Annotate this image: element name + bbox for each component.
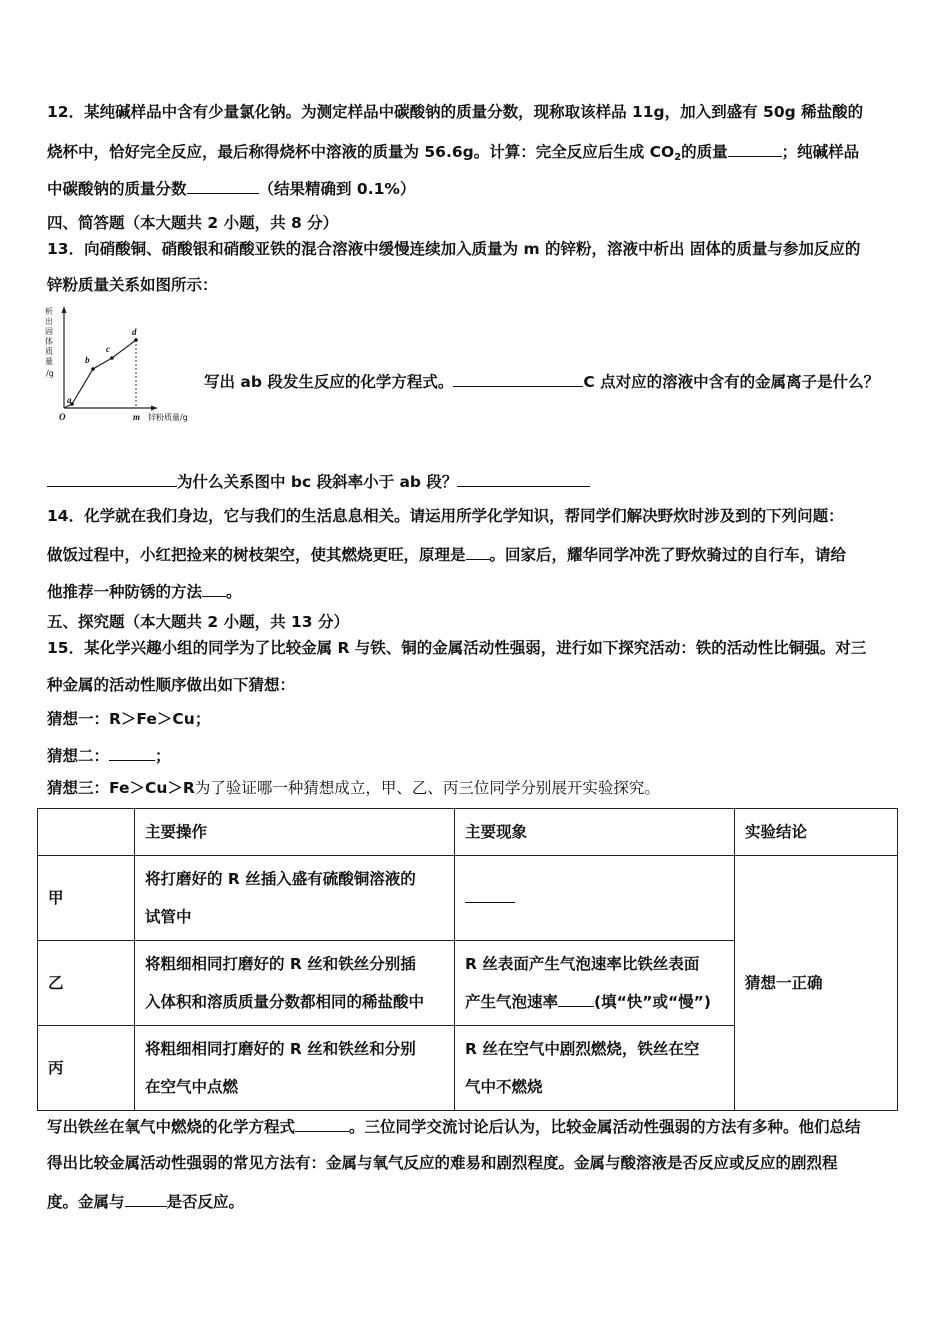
guess-two-blank[interactable] xyxy=(109,744,155,761)
label-d: d xyxy=(132,327,137,337)
label-b: b xyxy=(85,355,90,365)
row-label-jia: 甲 xyxy=(38,856,135,941)
section4-heading: 四、简答题（本大题共 2 小题，共 8 分） xyxy=(47,214,339,232)
q13-line1: 13．向硝酸铜、硝酸银和硝酸亚铁的混合溶液中缓慢连续加入质量为 m 的锌粉，溶液中析出 固体的质量与参加反应的 xyxy=(47,240,861,258)
mass-fraction-blank[interactable] xyxy=(187,177,259,194)
c-ions-blank[interactable] xyxy=(47,470,177,487)
operation-line: 入体积和溶质质量分数都相同的稀盐酸中 xyxy=(145,993,425,1011)
after-table-line3-end: 是否反应。 xyxy=(166,1193,245,1211)
point-c xyxy=(110,356,114,360)
operation-cell xyxy=(135,856,455,941)
conclusion-cell: 猜想一正确 xyxy=(735,856,898,1111)
q13-bc-slope-question: 为什么关系图中 bc 段斜率小于 ab 段？ xyxy=(177,473,458,491)
iron-equation-prompt: 写出铁丝在氧气中燃烧的化学方程式 xyxy=(47,1118,296,1136)
header-cell-empty xyxy=(38,809,135,856)
q13-c-ions-question: C 点对应的溶液中含有的金属离子是什么？ xyxy=(583,373,880,391)
experiment-table xyxy=(37,808,898,1111)
q12-line2-text: 烧杯中，恰好完全反应，最后称得烧杯中溶液的质量为 56.6g。计算：完全反应后生成 CO xyxy=(47,143,675,161)
operation-line: 将粗细相同打磨好的 R 丝和铁丝分别插 xyxy=(145,955,416,973)
q12-line3 xyxy=(47,177,415,199)
q15-line2: 种金属的活动性顺序做出如下猜想： xyxy=(47,676,296,694)
row-label-yi: 乙 xyxy=(38,941,135,1026)
phenomenon-cell xyxy=(455,856,735,941)
phenomenon-cell xyxy=(455,1026,735,1111)
guess-two-end: ； xyxy=(155,747,171,765)
q12-line3-text: 中碳酸钠的质量分数 xyxy=(47,180,187,198)
operation-cell xyxy=(135,1026,455,1111)
guess-three xyxy=(47,778,660,798)
q12-line1: 12．某纯碱样品中含有少量氯化钠。为测定样品中碳酸钠的质量分数，现称取该样品 11g，加入到盛有 50g 稀盐酸的 xyxy=(47,103,864,121)
after-table-line3 xyxy=(47,1190,244,1212)
header-operation: 主要操作 xyxy=(135,809,455,856)
table-row xyxy=(38,856,898,941)
phenomenon-line: R 丝表面产生气泡速率比铁丝表面 xyxy=(465,955,700,973)
q13-line4 xyxy=(47,470,590,492)
rust-method-blank[interactable] xyxy=(202,580,226,597)
origin-label: O xyxy=(59,412,66,422)
section5-heading: 五、探究题（本大题共 2 小题，共 13 分） xyxy=(47,613,349,631)
after-table-line3-text: 度。金属与 xyxy=(47,1193,125,1211)
row-label-bing: 丙 xyxy=(38,1026,135,1111)
guess-one: 猜想一：R＞Fe＞Cu； xyxy=(47,710,211,728)
operation-line: 试管中 xyxy=(145,908,192,926)
operation-line: 在空气中点燃 xyxy=(145,1078,239,1096)
guess-three-text: 为了验证哪一种猜想成立，甲、乙、丙三位同学分别展开实验探究。 xyxy=(194,779,660,797)
rate-blank[interactable] xyxy=(558,990,594,1007)
after-table-line1 xyxy=(47,1115,861,1137)
operation-cell xyxy=(135,941,455,1026)
after-table-line2: 得出比较金属活动性强弱的常见方法有：金属与氧气反应的难易和剧烈程度。金属与酸溶液是否反应或反应的剧烈程 xyxy=(47,1154,838,1172)
phenomenon-line: 气中不燃烧 xyxy=(465,1078,543,1096)
point-b xyxy=(91,367,95,371)
q12-line2-end: ；纯碱样品 xyxy=(781,143,860,161)
after-table-line1-end: 。三位同学交流讨论后认为，比较金属活动性强弱的方法有多种。他们总结 xyxy=(349,1118,861,1136)
q13-line2: 锌粉质量关系如图所示： xyxy=(47,276,218,294)
label-a: a xyxy=(67,395,72,405)
table-header-row xyxy=(38,809,898,856)
operation-line: 将粗细相同打磨好的 R 丝和铁丝和分别 xyxy=(145,1040,416,1058)
metal-reactant-blank[interactable] xyxy=(125,1190,167,1207)
x-axis-label: 锌粉质量/g xyxy=(148,413,188,422)
iron-equation-blank[interactable] xyxy=(295,1115,349,1132)
q13-line3 xyxy=(204,370,879,392)
header-conclusion: 实验结论 xyxy=(735,809,898,856)
q12-line3-note: （结果精确到 0.1%） xyxy=(258,180,416,198)
guess-two-label: 猜想二： xyxy=(47,747,110,765)
ab-equation-blank[interactable] xyxy=(453,370,583,387)
m-label: m xyxy=(133,412,141,422)
y-axis-label: 析 出 固 体 质 量 /g xyxy=(45,307,54,378)
q14-line3-text: 他推荐一种防锈的方法 xyxy=(47,583,203,601)
guess-two xyxy=(47,744,171,766)
q14-line2-end: 。回家后，耀华同学冲洗了野炊骑过的自行车，请给 xyxy=(489,546,847,564)
phenomenon-line xyxy=(465,983,724,1021)
co2-mass-blank[interactable] xyxy=(728,140,782,157)
q14-line2-text: 做饭过程中，小红把捡来的树枝架空，使其燃烧更旺，原理是 xyxy=(47,546,466,564)
q12-line2-mass: 的质量 xyxy=(681,143,728,161)
phenomenon-cell xyxy=(455,941,735,1026)
q14-line2 xyxy=(47,543,846,565)
q12-line2 xyxy=(47,140,859,168)
phenomenon-hint: (填“快”或“慢”) xyxy=(594,993,711,1011)
zinc-mass-graph xyxy=(42,304,212,426)
co2-subscript: 2 xyxy=(674,152,682,163)
y-axis-arrow xyxy=(62,306,67,313)
header-phenomenon: 主要现象 xyxy=(455,809,735,856)
q13-ab-equation-prompt: 写出 ab 段发生反应的化学方程式。 xyxy=(204,373,454,391)
q14-line1: 14．化学就在我们身边，它与我们的生活息息相关。请运用所学化学知识，帮同学们解决野炊时涉及到的下列问题： xyxy=(47,507,844,525)
data-line xyxy=(64,340,136,408)
bc-slope-blank[interactable] xyxy=(457,470,590,487)
label-c: c xyxy=(106,344,110,354)
operation-line: 将打磨好的 R 丝插入盛有硫酸铜溶液的 xyxy=(145,870,416,888)
q14-line3-end: 。 xyxy=(226,583,242,601)
q15-line1: 15．某化学兴趣小组的同学为了比较金属 R 与铁、铜的金属活动性强弱，进行如下探究活动：铁的活动性比铜强。对三 xyxy=(47,639,867,657)
jia-phenomenon-blank[interactable] xyxy=(465,886,515,903)
phenomenon-rate-text: 产生气泡速率 xyxy=(465,993,559,1011)
point-d xyxy=(134,338,138,342)
guess-three-label: 猜想三：Fe＞Cu＞R xyxy=(47,779,195,797)
x-axis-arrow xyxy=(151,406,158,411)
q14-line3 xyxy=(47,580,242,602)
phenomenon-line: R 丝在空气中剧烈燃烧，铁丝在空 xyxy=(465,1040,700,1058)
principle-blank[interactable] xyxy=(466,543,490,560)
